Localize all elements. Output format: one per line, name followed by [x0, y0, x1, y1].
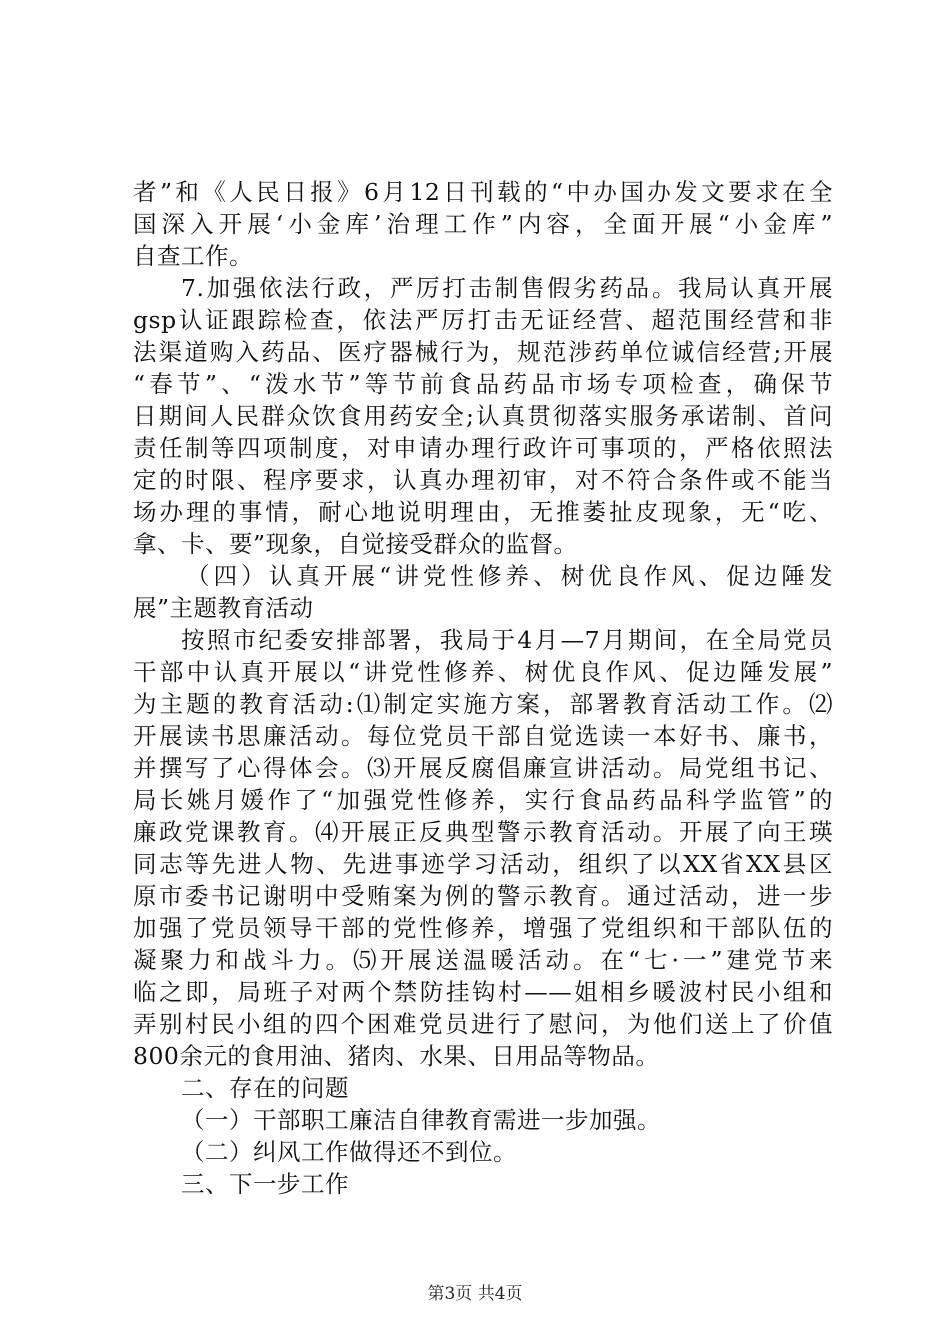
text-line: 同志等先进人物、先进事迹学习活动，组织了以XX省XX县区 — [133, 850, 833, 878]
text-line: 定的时限、程序要求，认真办理初审，对不符合条件或不能当 — [133, 466, 833, 494]
text-line: 干部中认真开展以“讲党性修养、树优良作风、促边陲发展” — [133, 658, 833, 686]
text-line: 场办理的事情，耐心地说明理由，无推萎扯皮现象，无“吃、 — [133, 498, 833, 526]
text-line: （一）干部职工廉洁自律教育需进一步加强。 — [181, 1106, 661, 1134]
section-heading: 三、下一步工作 — [181, 1170, 349, 1198]
text-line: 责任制等四项制度，对申请办理行政许可事项的，严格依照法 — [133, 434, 833, 462]
text-line: “春节”、“泼水节”等节前食品药品市场专项检查，确保节 — [133, 370, 833, 398]
text-line: 日期间人民群众饮食用药安全;认真贯彻落实服务承诺制、首问 — [133, 402, 833, 430]
text-line: 按照市纪委安排部署，我局于4月—7月期间，在全局党员 — [181, 626, 833, 654]
text-line: 廉政党课教育。⑷开展正反典型警示教育活动。开展了向王瑛 — [133, 818, 833, 846]
text-line: 自查工作。 — [133, 242, 253, 270]
text-line: 为主题的教育活动:⑴制定实施方案，部署教育活动工作。⑵ — [133, 690, 833, 718]
text-line: 加强了党员领导干部的党性修养，增强了党组织和干部队伍的 — [133, 914, 833, 942]
text-line: 局长姚月媛作了“加强党性修养，实行食品药品科学监管”的 — [133, 786, 833, 814]
text-line: 原市委书记谢明中受贿案为例的警示教育。通过活动，进一步 — [133, 882, 833, 910]
page-number: 第3页 共4页 — [427, 1284, 523, 1304]
text-line: 开展读书思廉活动。每位党员干部自觉选读一本好书、廉书， — [133, 722, 833, 750]
text-line: 法渠道购入药品、医疗器械行为，规范涉药单位诚信经营;开展 — [133, 338, 833, 366]
section-heading: 展”主题教育活动 — [133, 594, 314, 622]
text-line: 者”和《人民日报》6月12日刊载的“中办国办发文要求在全 — [133, 178, 833, 206]
text-line: 7.加强依法行政，严厉打击制售假劣药品。我局认真开展 — [181, 274, 833, 302]
text-line: 临之即，局班子对两个禁防挂钩村——姐相乡暖波村民小组和 — [133, 978, 833, 1006]
text-line: 凝聚力和战斗力。⑸开展送温暖活动。在“七·一”建党节来 — [133, 946, 833, 974]
text-line: 弄别村民小组的四个困难党员进行了慰问，为他们送上了价值 — [133, 1010, 833, 1038]
section-heading: （四）认真开展“讲党性修养、树优良作风、促边陲发 — [186, 562, 833, 590]
text-line: 800余元的食用油、猪肉、水果、日用品等物品。 — [133, 1042, 660, 1070]
text-line: 拿、卡、要”现象，自觉接受群众的监督。 — [133, 530, 578, 558]
text-line: 国深入开展‘小金库’治理工作”内容，全面开展“小金库” — [133, 210, 833, 238]
text-line: gsp认证跟踪检查，依法严厉打击无证经营、超范围经营和非 — [133, 306, 833, 334]
text-line: 并撰写了心得体会。⑶开展反腐倡廉宣讲活动。局党组书记、 — [133, 754, 833, 782]
text-line: （二）纠风工作做得还不到位。 — [181, 1138, 517, 1166]
section-heading: 二、存在的问题 — [181, 1074, 349, 1102]
